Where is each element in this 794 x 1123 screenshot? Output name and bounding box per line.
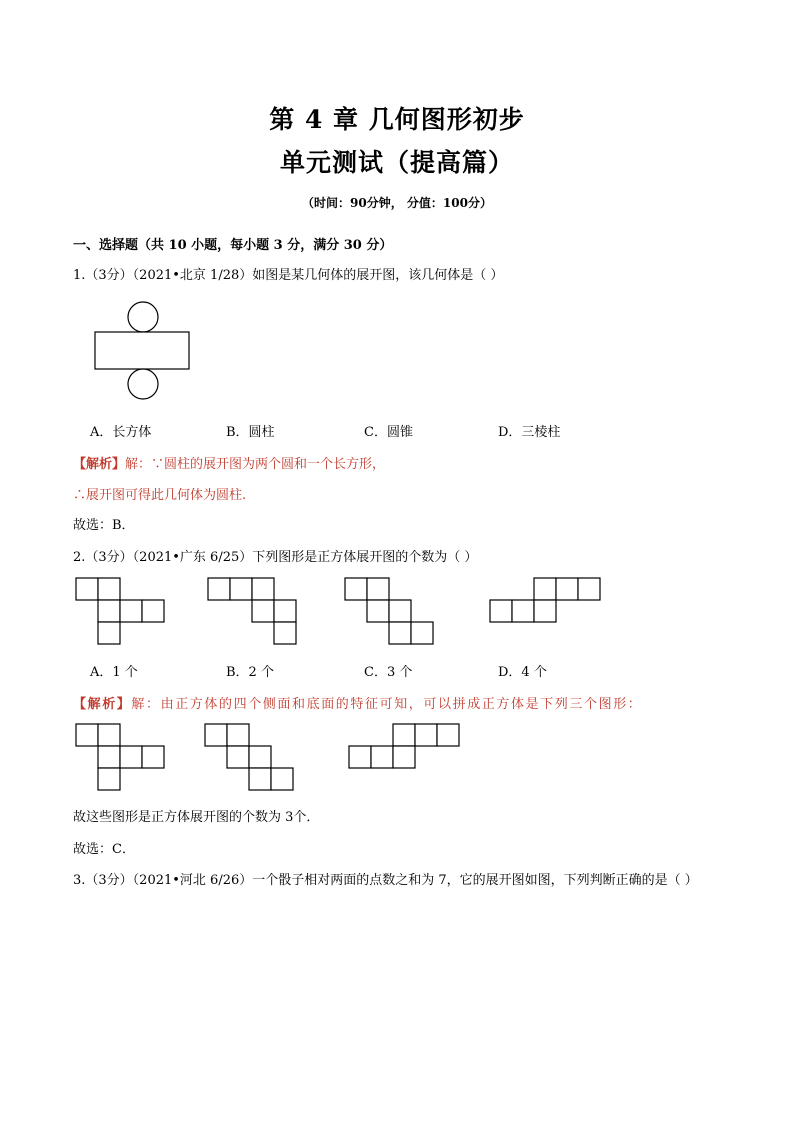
q2-option-b: B．2 个: [226, 665, 274, 680]
q2-option-c: C．3 个: [364, 665, 413, 680]
q1-analysis-line2: ∴展开图可得此几何体为圆柱.: [73, 488, 247, 503]
page-subtitle: 单元测试（提高篇）: [279, 148, 514, 177]
question-3-stem: 3.（3分）（2021•河北 6/26）一个骰子相对两面的点数之和为 7，它的展开图如图，下列判断正确的是（ ）: [73, 873, 698, 888]
q1-option-d: D．三棱柱: [498, 425, 561, 440]
q2-analysis-tag: 【解析】: [73, 697, 132, 712]
question-2-stem: 2.（3分）（2021•广东 6/25）下列图形是正方体展开图的个数为（ ）: [73, 550, 478, 565]
q1-option-b: B．圆柱: [226, 425, 275, 440]
q2-conclusion: 故这些图形是正方体展开图的个数为 3个．: [73, 810, 320, 825]
q2-option-d: D．4 个: [498, 665, 547, 680]
q1-option-a: A．长方体: [90, 425, 152, 440]
exam-meta: （时间：90分钟， 分值：100分）: [302, 196, 492, 210]
q2-option-a: A．1 个: [90, 665, 138, 680]
question-1-stem: 1.（3分）（2021•北京 1/28）如图是某几何体的展开图，该几何体是（ ）: [73, 268, 504, 283]
q2-answer: 故选：C．: [73, 842, 135, 857]
q1-answer: 故选：B．: [73, 518, 135, 533]
q1-option-c: C．圆锥: [364, 425, 413, 440]
q2-solution-net-1: [76, 724, 164, 790]
q2-solution-net-3: [349, 724, 459, 768]
q2-analysis-line1: 解：由正方体的四个侧面和底面的特征可知，可以拼成正方体是下列三个图形：: [131, 697, 643, 712]
page-title: 第 4 章 几何图形初步: [269, 105, 525, 134]
q1-analysis-tag: 【解析】: [73, 457, 126, 472]
section-heading: 一、选择题（共 10 小题，每小题 3 分，满分 30 分）: [73, 238, 393, 253]
q1-analysis-line1: 解：∵圆柱的展开图为两个圆和一个长方形，: [125, 457, 386, 472]
q2-solution-net-2: [205, 724, 293, 790]
